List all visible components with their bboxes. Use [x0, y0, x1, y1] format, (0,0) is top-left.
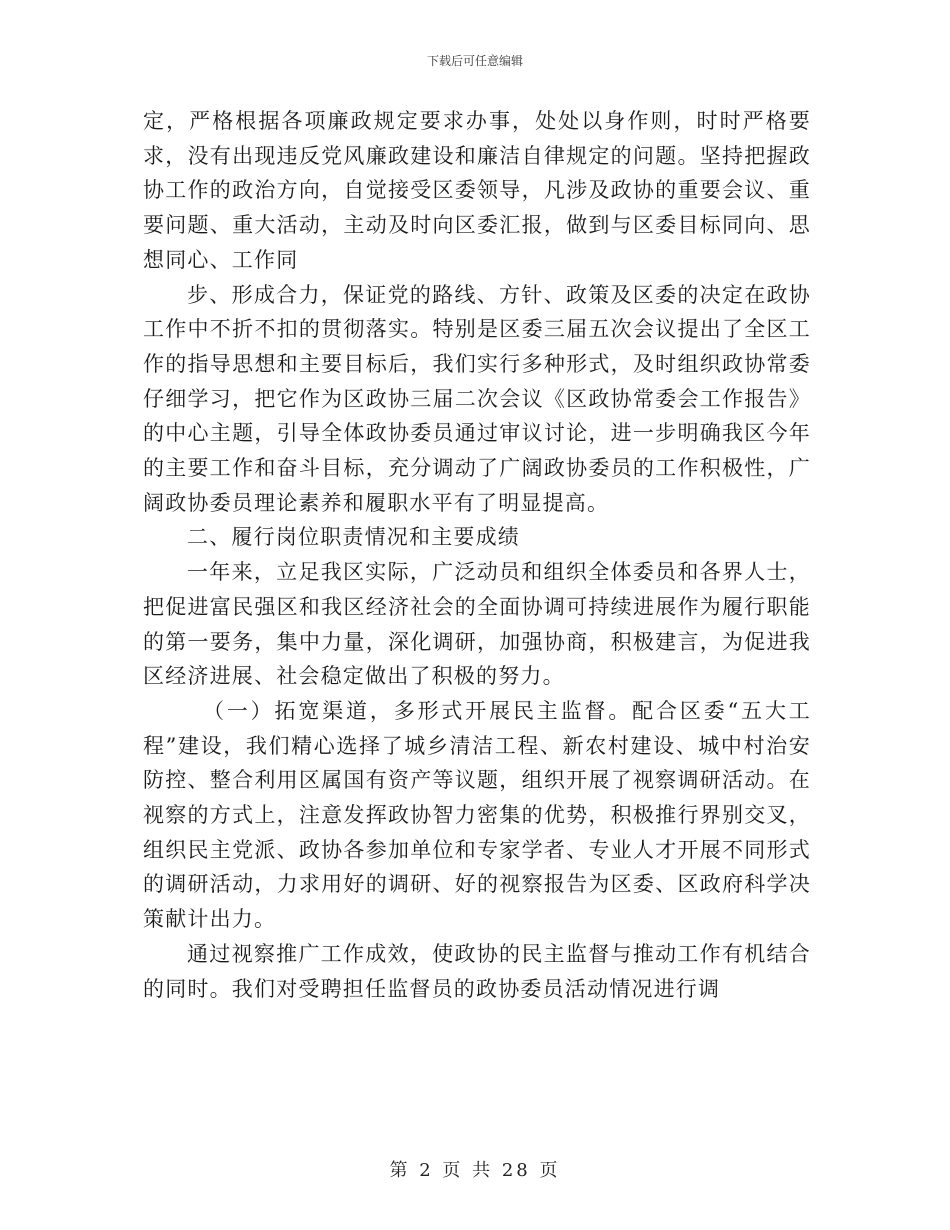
paragraph-3: 一年来，立足我区实际，广泛动员和组织全体委员和各界人士，把促进富民强区和我区经济社会的全面协调可持续进展作为履行职能的第一要务，集中力量，深化调研，加强协商，积极建言，为促进我区经济进展、社会稳定做出了积极的努力。	[143, 560, 811, 689]
page-footer: 第 2 页 共 28 页	[389, 1160, 561, 1181]
paragraph-2: 步、形成合力，保证党的路线、方针、政策及区委的决定在政协工作中不折不扣的贯彻落实。特别是区委三届五次会议提出了全区工作的指导思想和主要目标后，我们实行多种形式，及时组织政协常委仔细学习，把它作为区政协三届二次会议《区政协常委会工作报告》的中心主题，引导全体政协委员通过审议讨论，进一步明确我区今年的主要工作和奋斗目标，充分调动了广阔政协委员的工作积极性，广阔政协委员理论素养和履职水平有了明显提高。	[143, 282, 811, 515]
paragraph-5: 通过视察推广工作成效，使政协的民主监督与推动工作有机结合的同时。我们对受聘担任监督员的政协委员活动情况进行调	[143, 941, 811, 1001]
document-body	[143, 104, 811, 1006]
paragraph-4: （一）拓宽渠道，多形式开展民主监督。配合区委“五大工程”建设，我们精心选择了城乡清洁工程、新农村建设、城中村治安防控、整合利用区属国有资产等议题，组织开展了视察调研活动。在视察的方式上，注意发挥政协智力密集的优势，积极推行界别交叉，组织民主党派、政协各参加单位和专家学者、专业人才开展不同形式的调研活动，力求用好的调研、好的视察报告为区委、区政府科学决策献计出力。	[143, 698, 811, 932]
page-header: 下载后可任意编辑	[426, 54, 523, 68]
paragraph-1: 定，严格根据各项廉政规定要求办事，处处以身作则，时时严格要求，没有出现违反党风廉政建设和廉洁自律规定的问题。坚持把握政协工作的政治方向，自觉接受区委领导，凡涉及政协的重要会议、重要问题、重大活动，主动及时向区委汇报，做到与区委目标同向、思想同心、工作同	[143, 109, 811, 272]
section-heading: 二、履行岗位职责情况和主要成绩	[187, 525, 520, 550]
